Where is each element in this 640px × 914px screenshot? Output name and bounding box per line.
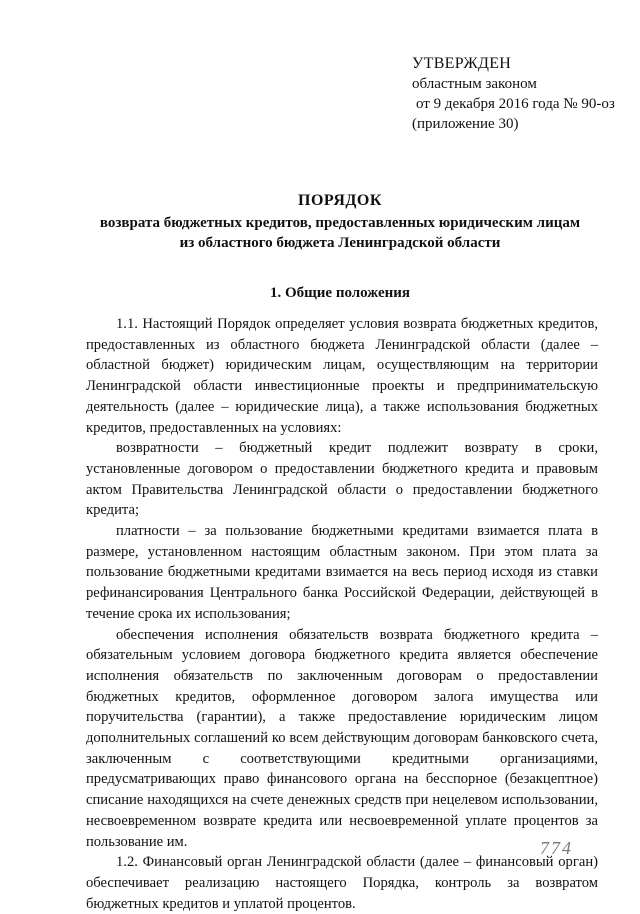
page-number: 774 <box>540 838 573 858</box>
approval-title: УТВЕРЖДЕН <box>412 55 512 72</box>
document-body <box>86 314 598 914</box>
paragraph: 1.2. Финансовый орган Ленинградской области (далее – финансовый орган) обеспечивает реализацию настоящего Порядка, контроль за возвратом бюджетных кредитов и уплатой процентов. <box>86 854 598 912</box>
section-heading: 1. Общие положения <box>269 285 411 301</box>
paragraph: 1.1. Настоящий Порядок определяет условия возврата бюджетных кредитов, предоставленных из областного бюджета Ленинградской области (далее – областной бюджет) юридическим лицам, осуществляющим на территории Ленинградской области инвестиционные проекты и предпринимательскую деятельность (далее – юридические лица), а также использования бюджетных кредитов, предоставленных на условиях: <box>86 316 598 436</box>
approval-stamp <box>412 54 615 134</box>
paragraph: возвратности – бюджетный кредит подлежит возврату в сроки, установленные договором о предоставлении бюджетного кредита и правовым актом Правительства Ленинградской области о предоставлении бюджетного кредита; <box>86 440 598 519</box>
title-line-1: возврата бюджетных кредитов, предоставленных юридическим лицам <box>99 215 581 231</box>
title-line-2: из областного бюджета Ленинградской области <box>179 235 501 251</box>
approval-line-1: областным законом <box>412 76 537 92</box>
approval-line-2: от 9 декабря 2016 года № 90-оз <box>416 96 615 112</box>
paragraph: обеспечения исполнения обязательств возврата бюджетного кредита – обязательным условием договора бюджетного кредита является обеспечение исполнения обязательств по заключенным договорам о предоставлении бюджетных кредитов, оформленное договором залога имущества или поручительства (гарантии), а также предоставление юридическим лицом дополнительных соглашений ко всем действующим договорам банковского счета, заключенным с соответствующими кредитными организациями, предусматривающих право финансового органа на бесспорное (безакцептное) списание находящихся на счете денежных средств при нецелевом использовании, несвоевременном возврате кредита или несвоевременной уплате процентов за пользование им. <box>86 626 598 850</box>
approval-line-3: (приложение 30) <box>412 116 519 132</box>
paragraph: платности – за пользование бюджетными кредитами взимается плата в размере, установленном настоящим областным законом. При этом плата за пользование бюджетными кредитами взимается на весь период исходя из ставки рефинансирования Центрального банка Российской Федерации, действующей в течение срока их использования; <box>86 523 598 622</box>
title-main: ПОРЯДОК <box>298 192 382 209</box>
document-title <box>60 191 620 253</box>
